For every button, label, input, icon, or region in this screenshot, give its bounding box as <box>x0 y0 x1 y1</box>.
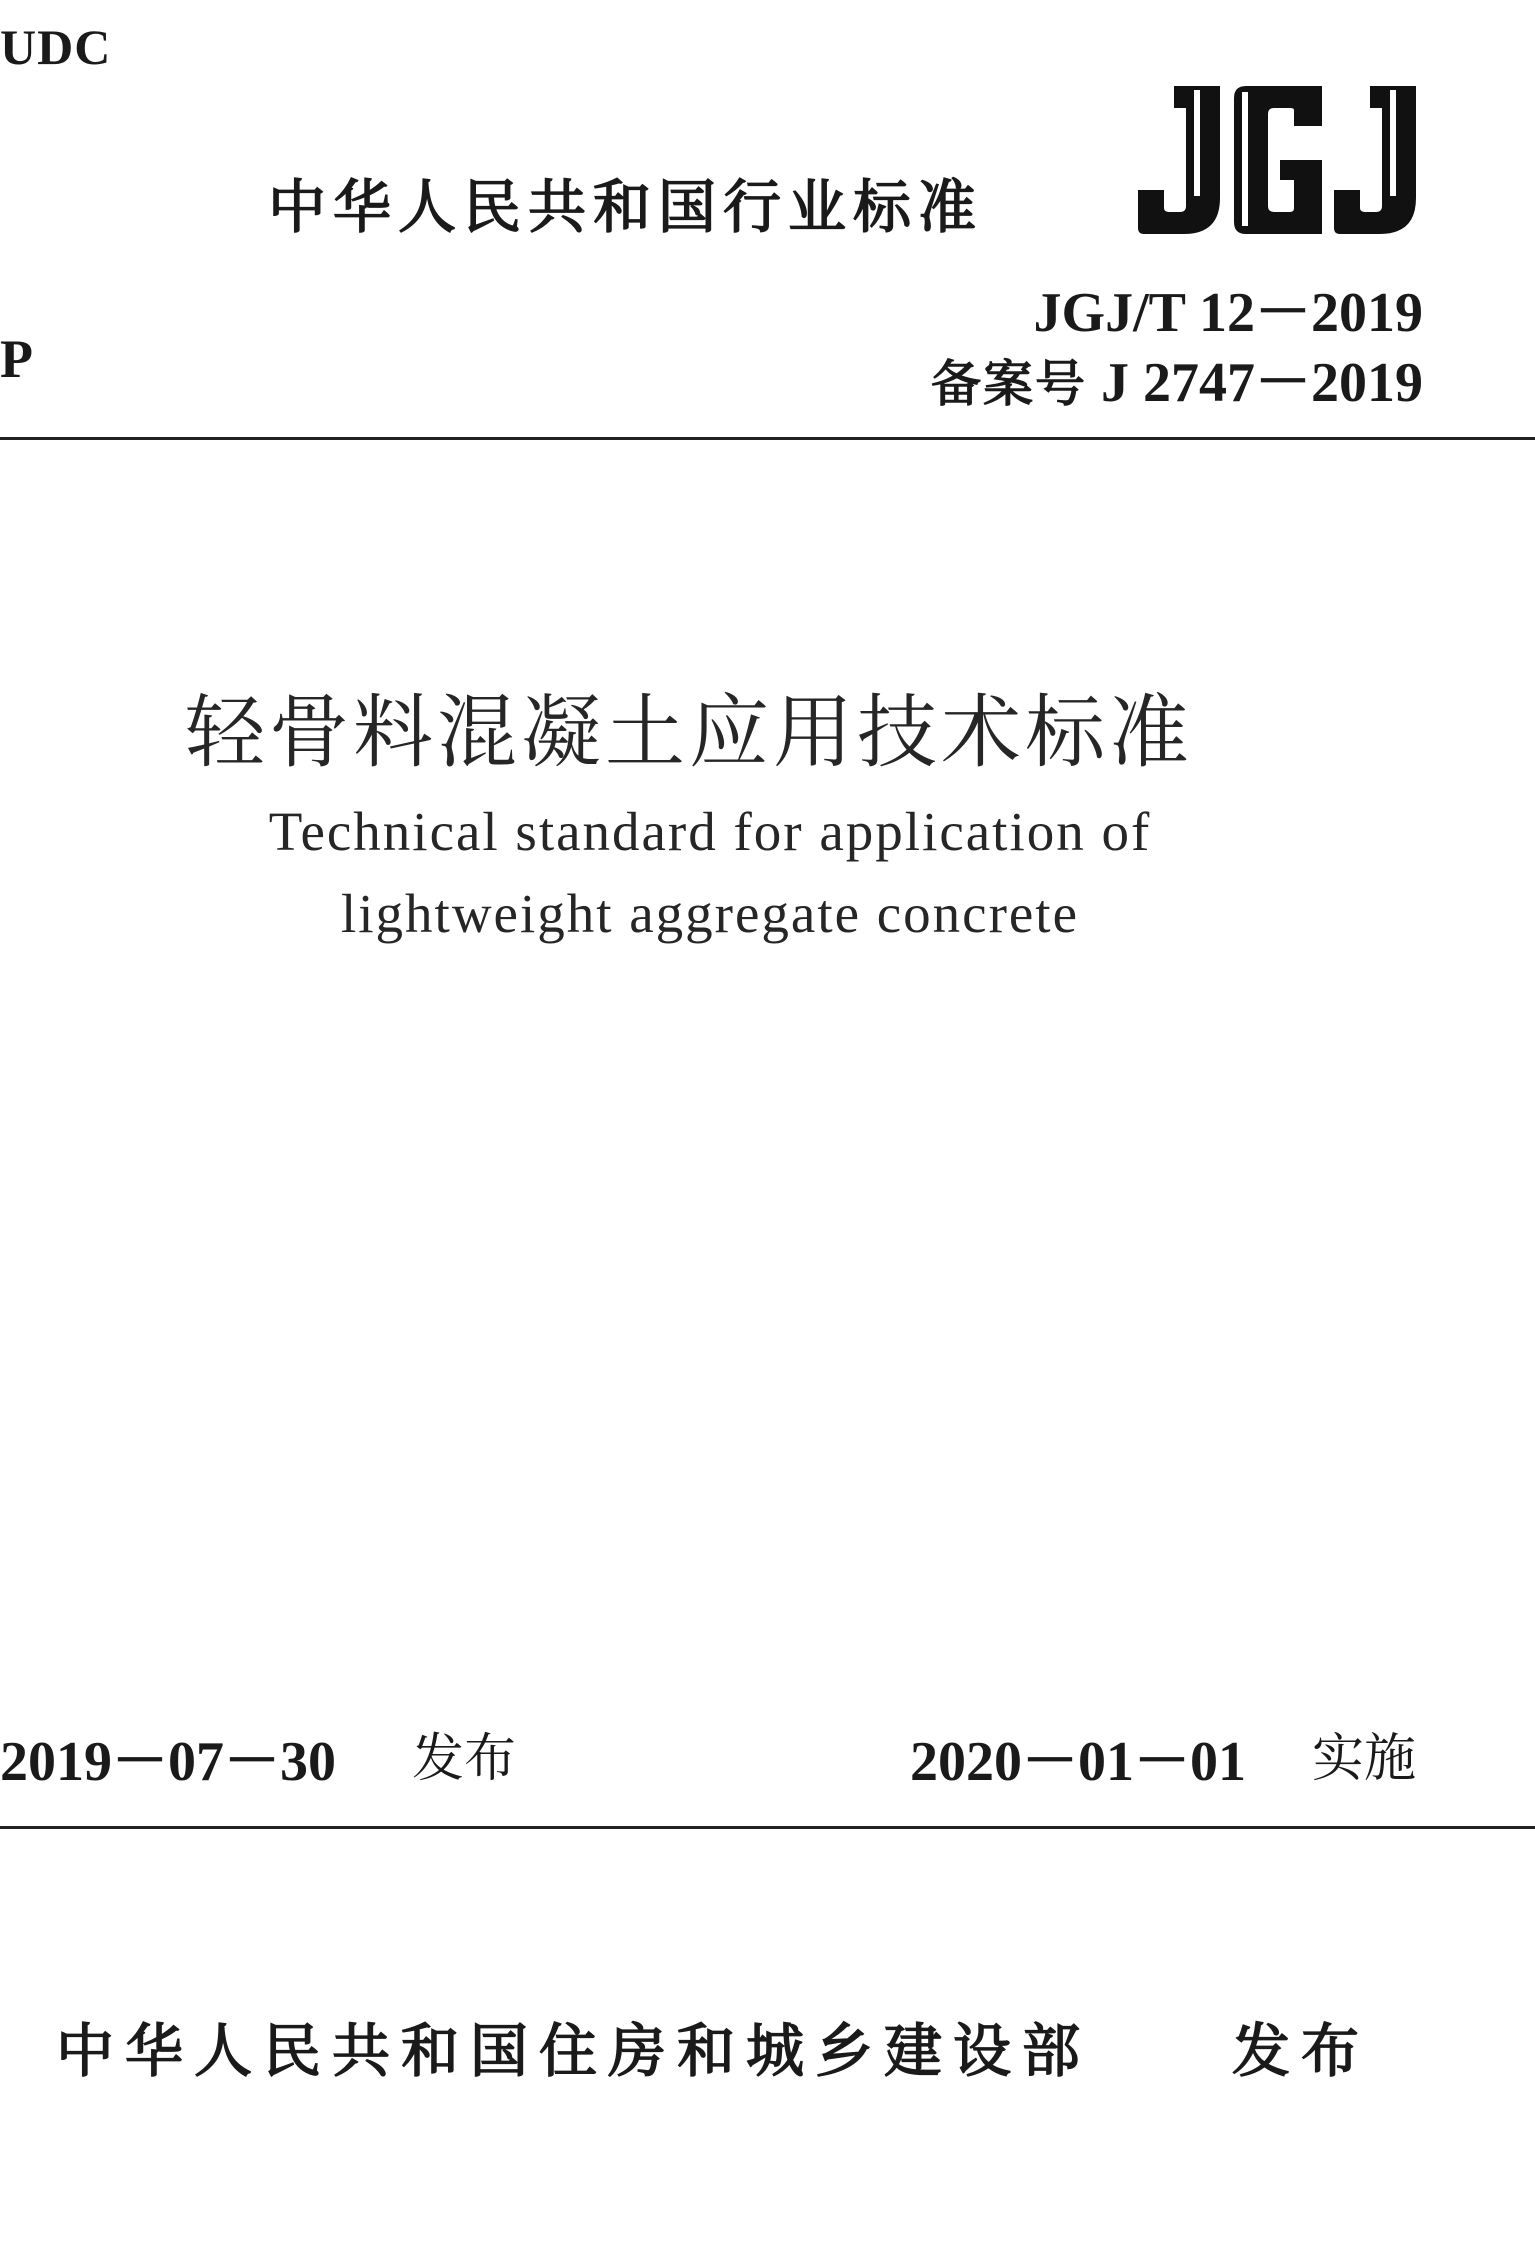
publisher-label: 发布 <box>1232 2017 1371 2085</box>
udc-label: UDC <box>0 19 112 75</box>
issue-label: 发布 <box>412 1729 517 1789</box>
filing-label: 备案号 <box>931 355 1087 413</box>
standard-code: JGJ/T 12－2019 <box>1033 282 1423 344</box>
title-english-line2: lightweight aggregate concrete <box>340 883 1080 944</box>
standard-type: 中华人民共和国行业标准 <box>268 173 984 241</box>
bottom-divider <box>0 1826 1535 1829</box>
issue-date: 2019－07－30 <box>0 1731 336 1793</box>
filing-number: J 2747－2019 <box>1101 352 1423 414</box>
top-divider <box>0 437 1535 440</box>
filing-number-line <box>931 338 1423 418</box>
implement-date: 2020－01－01 <box>910 1731 1246 1793</box>
title-english-line1: Technical standard for application of <box>268 801 1152 862</box>
implement-label: 实施 <box>1312 1729 1417 1789</box>
jgj-logo <box>1134 80 1428 240</box>
title-chinese: 轻骨料混凝土应用技术标准 <box>185 686 1193 779</box>
category-code: P <box>0 329 33 389</box>
publisher: 中华人民共和国住房和城乡建设部 <box>56 2017 1092 2085</box>
